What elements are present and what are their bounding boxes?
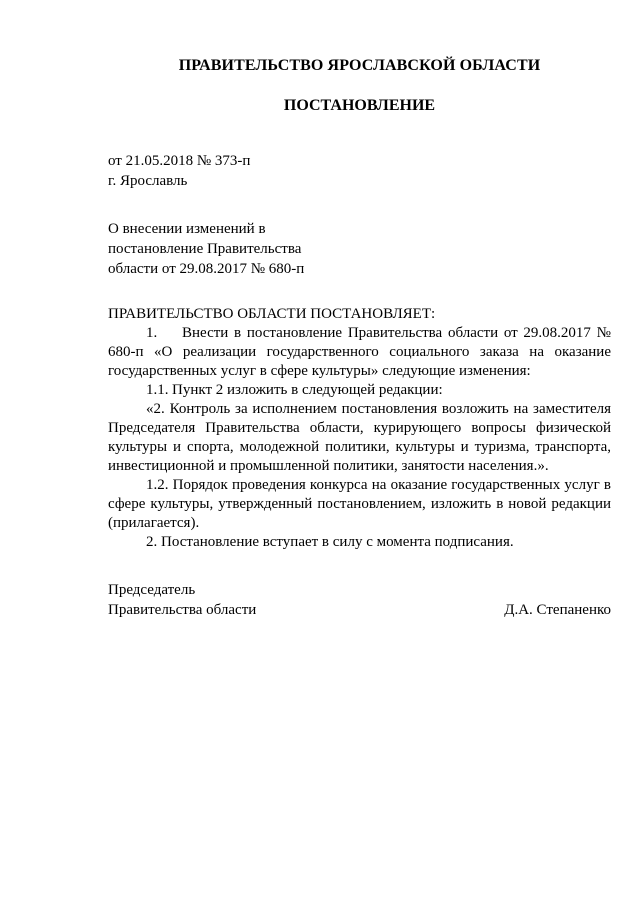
signatory-title-line-1: Председатель [108,582,196,598]
signature-block [108,580,611,620]
paragraph-1-1-quote: «2. Контроль за исполнением постановления возложить на заместителя Председателя Правительства области, курирующего вопросы физической культуры и спорта, молодежной политики, культуры и туризма, транспорта, инвестиционной и промышленной политики, занятости населения.». [108,401,611,474]
subject-line-2: постановление Правительства [108,241,302,257]
paragraph-1-1-text: Пункт 2 изложить в следующей редакции: [172,382,443,398]
resolve-heading: ПРАВИТЕЛЬСТВО ОБЛАСТИ ПОСТАНОВЛЯЕТ: [108,306,436,322]
paragraph-1-2: 1.2. Порядок проведения конкурса на оказание государственных услуг в сфере культуры, утвержденный постановлением, изложить в новой редакции (прилагается). [108,477,611,531]
paragraph-1-1 [108,381,611,400]
document-meta [108,151,250,191]
signatory-name: Д.А. Степаненко [504,602,611,618]
document-body [108,305,611,552]
city: г. Ярославль [108,173,188,189]
paragraph-2: 2. Постановление вступает в силу с момента подписания. [146,534,514,550]
date-number: от 21.05.2018 № 373-п [108,153,251,169]
paragraph-1-number: 1. [146,325,158,341]
subject-line-3: области от 29.08.2017 № 680-п [108,261,305,277]
document-type-title: ПОСТАНОВЛЕНИЕ [283,97,436,114]
paragraph-1 [108,324,611,381]
signature-row [108,600,611,620]
subject-line-1: О внесении изменений в [108,221,266,237]
paragraph-1-text: Внести в постановление Правительства области от 29.08.2017 № 680-п «О реализации государственного социального заказа на оказание государственных услуг в сфере культуры» следующие изменения: [108,325,611,379]
government-title: ПРАВИТЕЛЬСТВО ЯРОСЛАВСКОЙ ОБЛАСТИ [178,57,541,74]
document-subject [108,219,304,279]
signatory-title-line-2: Правительства области [108,602,257,618]
paragraph-1-1-number: 1.1. [146,382,169,398]
